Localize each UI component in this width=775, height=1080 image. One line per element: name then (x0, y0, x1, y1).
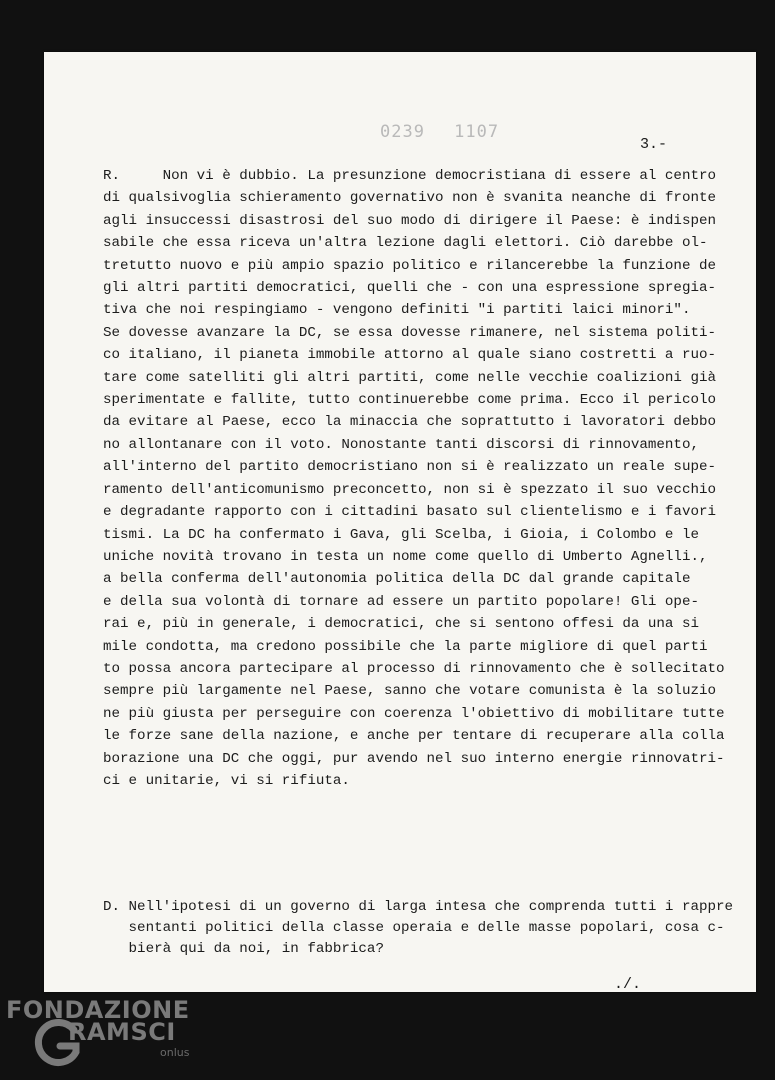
answer-line: sperimentate e fallite, tutto continuerebbe come prima. Ecco il pericolo (103, 392, 716, 409)
question-line: sentanti politici della classe operaia e delle masse popolari, cosa c- (103, 920, 725, 936)
answer-line: da evitare al Paese, ecco la minaccia che soprattutto i lavoratori debbo (103, 414, 716, 431)
answer-line: ci e unitarie, vi si rifiuta. (103, 772, 350, 789)
answer-line: tismi. La DC ha confermato i Gava, gli Scelba, i Gioia, i Colombo e le (103, 526, 699, 543)
answer-line: co italiano, il pianeta immobile attorno al quale siano costretti a ruo- (103, 347, 716, 364)
answer-line: tretutto nuovo e più ampio spazio politico e rilancerebbe la funzione de (103, 257, 716, 274)
answer-line: gli altri partiti democratici, quelli che - con una espressione spregia- (103, 280, 716, 297)
answer-line: le forze sane della nazione, e anche per tentare di recuperare alla colla (103, 728, 725, 745)
answer-line: no allontanare con il voto. Nonostante tanti discorsi di rinnovamento, (103, 436, 699, 453)
logo-line-2: RAMSCI (68, 1018, 176, 1046)
answer-line: to possa ancora partecipare al processo di rinnovamento che è sollecitato (103, 660, 725, 677)
question-line: bierà qui da noi, in fabbrica? (103, 941, 384, 957)
answer-line: uniche novità trovano in testa un nome come quello di Umberto Agnelli., (103, 548, 708, 565)
archive-stamp: 0239 1107 (380, 122, 500, 142)
answer-paragraph (103, 165, 763, 792)
answer-line: ne più giusta per perseguire con coerenza l'obiettivo di mobilitare tutte (103, 705, 725, 722)
answer-line: a bella conferma dell'autonomia politica della DC dal grande capitale (103, 571, 691, 588)
answer-line: e della sua volontà di tornare ad essere un partito popolare! Gli ope- (103, 593, 699, 610)
page-number: 3.- (640, 136, 668, 153)
answer-line: tare come satelliti gli altri partiti, come nelle vecchie coalizioni già (103, 369, 716, 386)
answer-line: Se dovesse avanzare la DC, se essa dovesse rimanere, nel sistema politi- (103, 324, 716, 341)
question-line: D. Nell'ipotesi di un governo di larga intesa che comprenda tutti i rappre (103, 899, 734, 915)
answer-line: R. Non vi è dubbio. La presunzione democristiana di essere al centro (103, 168, 716, 184)
answer-line: sempre più largamente nel Paese, sanno che votare comunista è la soluzio (103, 683, 716, 700)
answer-line: sabile che essa riceva un'altra lezione dagli elettori. Ciò darebbe ol- (103, 235, 708, 252)
logo-line-1: FONDAZIONE (6, 996, 190, 1024)
answer-line: agli insuccessi disastrosi del suo modo di dirigere il Paese: è indispen (103, 212, 716, 229)
answer-line: e degradante rapporto con i cittadini basato sul clientelismo e i favori (103, 504, 716, 521)
answer-line: mile condotta, ma credono possibile che la parte migliore di quel parti (103, 638, 708, 655)
answer-line: borazione una DC che oggi, pur avendo nel suo interno energie rinnovatri- (103, 750, 725, 767)
answer-line: rai e, più in generale, i democratici, che si sentono offesi da una si (103, 616, 699, 633)
fondazione-gramsci-logo (6, 996, 206, 1076)
continuation-mark: ./. (614, 976, 642, 993)
answer-line: all'interno del partito democristiano non si è realizzato un reale supe- (103, 459, 716, 476)
answer-line: tiva che noi respingiamo - vengono definiti "i partiti laici minori". (103, 302, 691, 319)
document-page (44, 52, 756, 992)
answer-line: di qualsivoglia schieramento governativo non è svanita neanche di fronte (103, 190, 716, 207)
question-paragraph (103, 897, 763, 960)
logo-suffix: onlus (160, 1046, 190, 1059)
answer-line: ramento dell'anticomunismo preconcetto, non si è spezzato il suo vecchio (103, 481, 716, 498)
